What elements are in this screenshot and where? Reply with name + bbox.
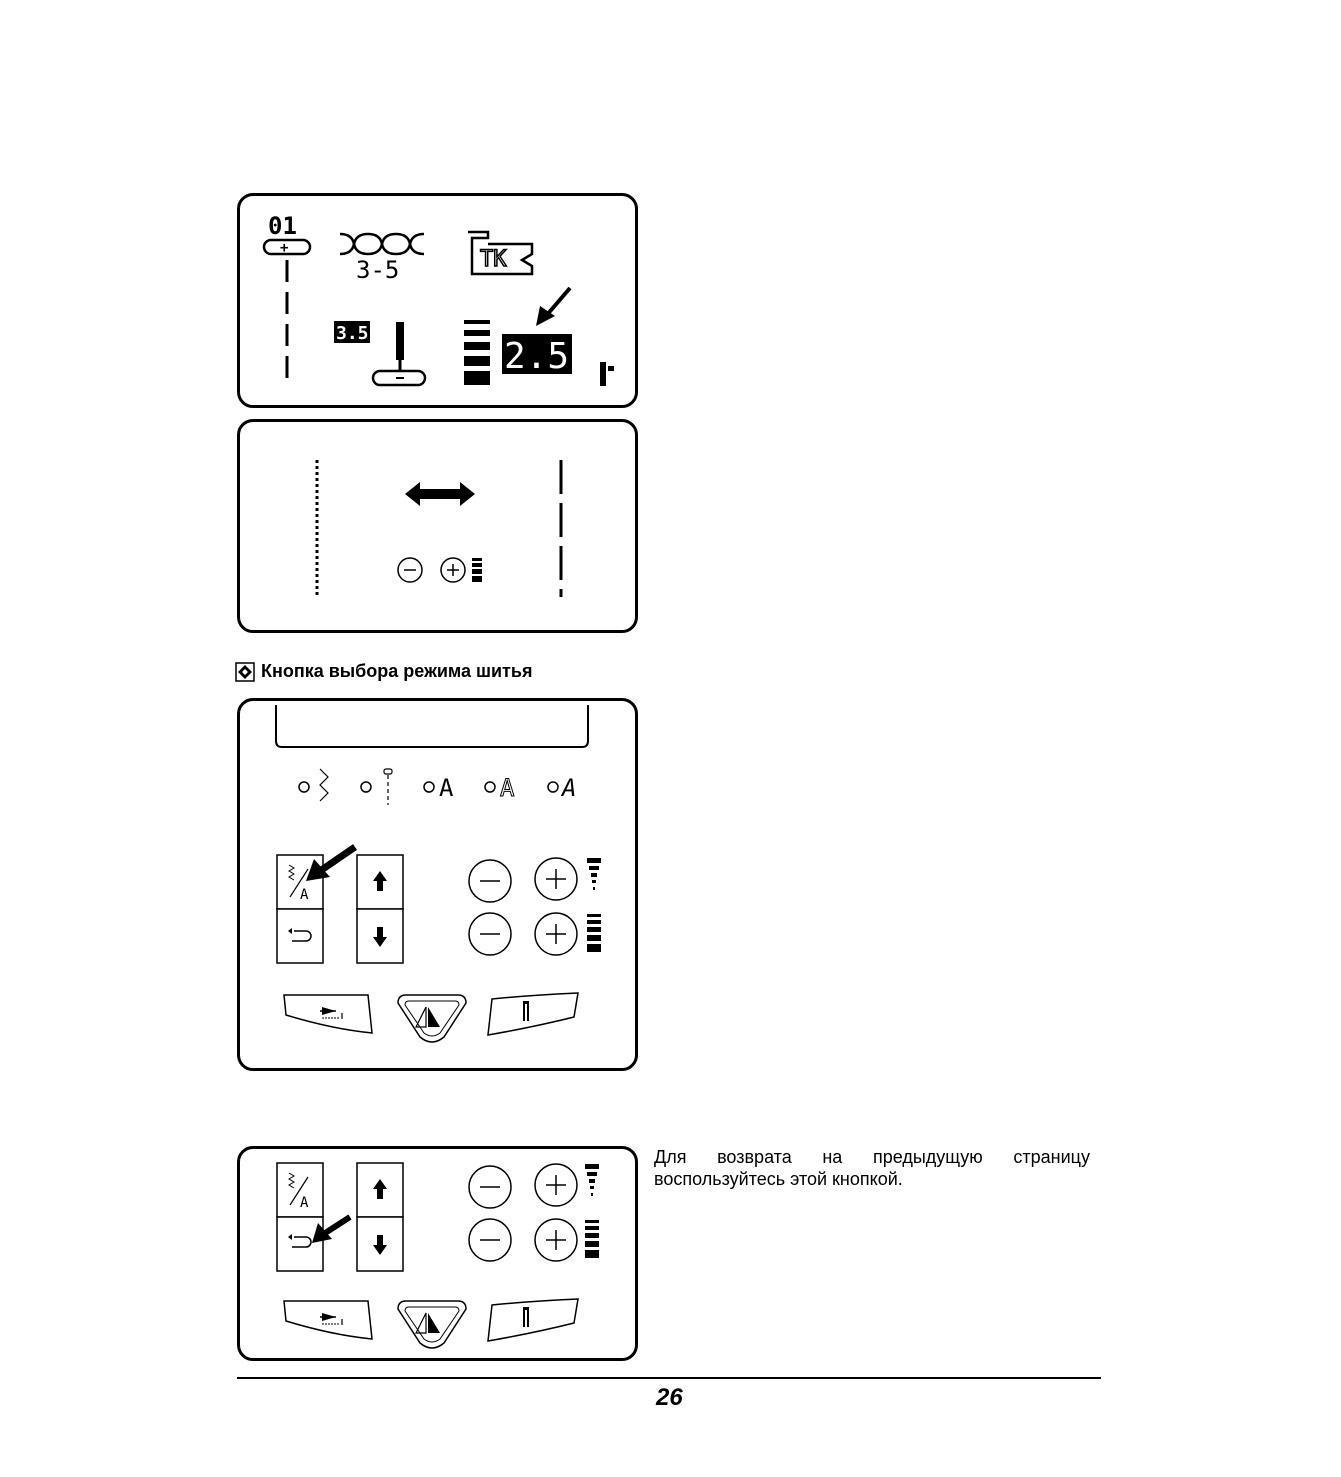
page-up-button[interactable] bbox=[357, 1163, 403, 1217]
svg-text:A: A bbox=[500, 774, 515, 802]
width-minus-button[interactable] bbox=[469, 1166, 511, 1208]
pointer-arrow-icon bbox=[536, 288, 570, 326]
start-stop-button-left[interactable] bbox=[284, 1301, 372, 1339]
stitch-preview-graphic bbox=[240, 422, 635, 630]
length-value: 2.5 bbox=[504, 336, 570, 377]
width-bars-icon bbox=[587, 858, 601, 890]
minus-icon bbox=[398, 558, 422, 582]
svg-text:A: A bbox=[300, 887, 309, 903]
stitch-preview-panel bbox=[237, 419, 638, 633]
length-bars-icon bbox=[472, 558, 482, 582]
length-bars-icon bbox=[585, 1220, 599, 1258]
width-bars-icon bbox=[585, 1164, 599, 1196]
presser-foot-icon bbox=[468, 232, 532, 274]
stitch-loop-icon bbox=[340, 234, 424, 254]
control-panel-back bbox=[237, 1146, 638, 1361]
lcd-display-panel bbox=[237, 193, 638, 408]
width-plus-button[interactable] bbox=[535, 858, 577, 900]
svg-text:+: + bbox=[280, 240, 289, 256]
back-button[interactable] bbox=[277, 1217, 323, 1271]
mode-button-symbol bbox=[235, 662, 255, 687]
mode-indicator-letters bbox=[424, 774, 454, 802]
length-minus-button[interactable] bbox=[469, 1219, 511, 1261]
page-up-button[interactable] bbox=[357, 855, 403, 909]
page-down-button[interactable] bbox=[357, 909, 403, 963]
svg-text:A: A bbox=[562, 774, 577, 802]
control-panel bbox=[237, 698, 638, 1071]
page-number: 26 bbox=[656, 1384, 683, 1411]
reverse-stitch-button[interactable] bbox=[398, 995, 466, 1042]
width-value: 3.5 bbox=[336, 323, 369, 344]
page-down-button[interactable] bbox=[357, 1217, 403, 1271]
mode-select-button[interactable] bbox=[277, 1163, 323, 1217]
width-minus-button[interactable] bbox=[469, 860, 511, 902]
mode-indicator-buttonhole bbox=[361, 769, 392, 805]
length-plus-button[interactable] bbox=[535, 913, 577, 955]
svg-text:A: A bbox=[439, 774, 454, 802]
start-stop-button-left[interactable] bbox=[284, 995, 372, 1033]
length-bars-icon bbox=[464, 320, 490, 385]
control-panel-back-graphic bbox=[240, 1149, 635, 1358]
plus-icon bbox=[441, 558, 465, 582]
mode-indicator-outline-letters bbox=[485, 774, 515, 802]
back-button-description: Для возврата на предыдущую страницу воспользуйтесь этой кнопкой. bbox=[654, 1147, 1090, 1189]
needle-up-down-button[interactable] bbox=[488, 1299, 578, 1341]
length-minus-button[interactable] bbox=[469, 913, 511, 955]
lcd-window-frame bbox=[276, 705, 588, 747]
double-arrow-icon bbox=[405, 482, 475, 506]
footer-rule bbox=[237, 1377, 1101, 1379]
lcd-display-graphic bbox=[240, 196, 635, 405]
svg-text:A: A bbox=[300, 1195, 309, 1211]
mode-indicator-script-letters bbox=[548, 774, 576, 802]
pattern-range: 3-5 bbox=[356, 256, 400, 284]
control-panel-graphic bbox=[240, 701, 635, 1068]
back-button[interactable] bbox=[277, 909, 323, 963]
section-heading: Кнопка выбора режима шитья bbox=[261, 661, 533, 681]
width-plus-button[interactable] bbox=[535, 1164, 577, 1206]
length-plus-button[interactable] bbox=[535, 1219, 577, 1261]
mode-indicator-stitch bbox=[299, 769, 328, 801]
reverse-stitch-button[interactable] bbox=[398, 1301, 466, 1348]
needle-position-icon bbox=[600, 362, 614, 386]
pointer-arrow-icon bbox=[306, 847, 355, 881]
needle-up-down-button[interactable] bbox=[488, 993, 578, 1035]
svg-text:TK: TK bbox=[480, 247, 507, 272]
pattern-number: 01 bbox=[268, 212, 297, 240]
length-bars-icon bbox=[587, 914, 601, 952]
